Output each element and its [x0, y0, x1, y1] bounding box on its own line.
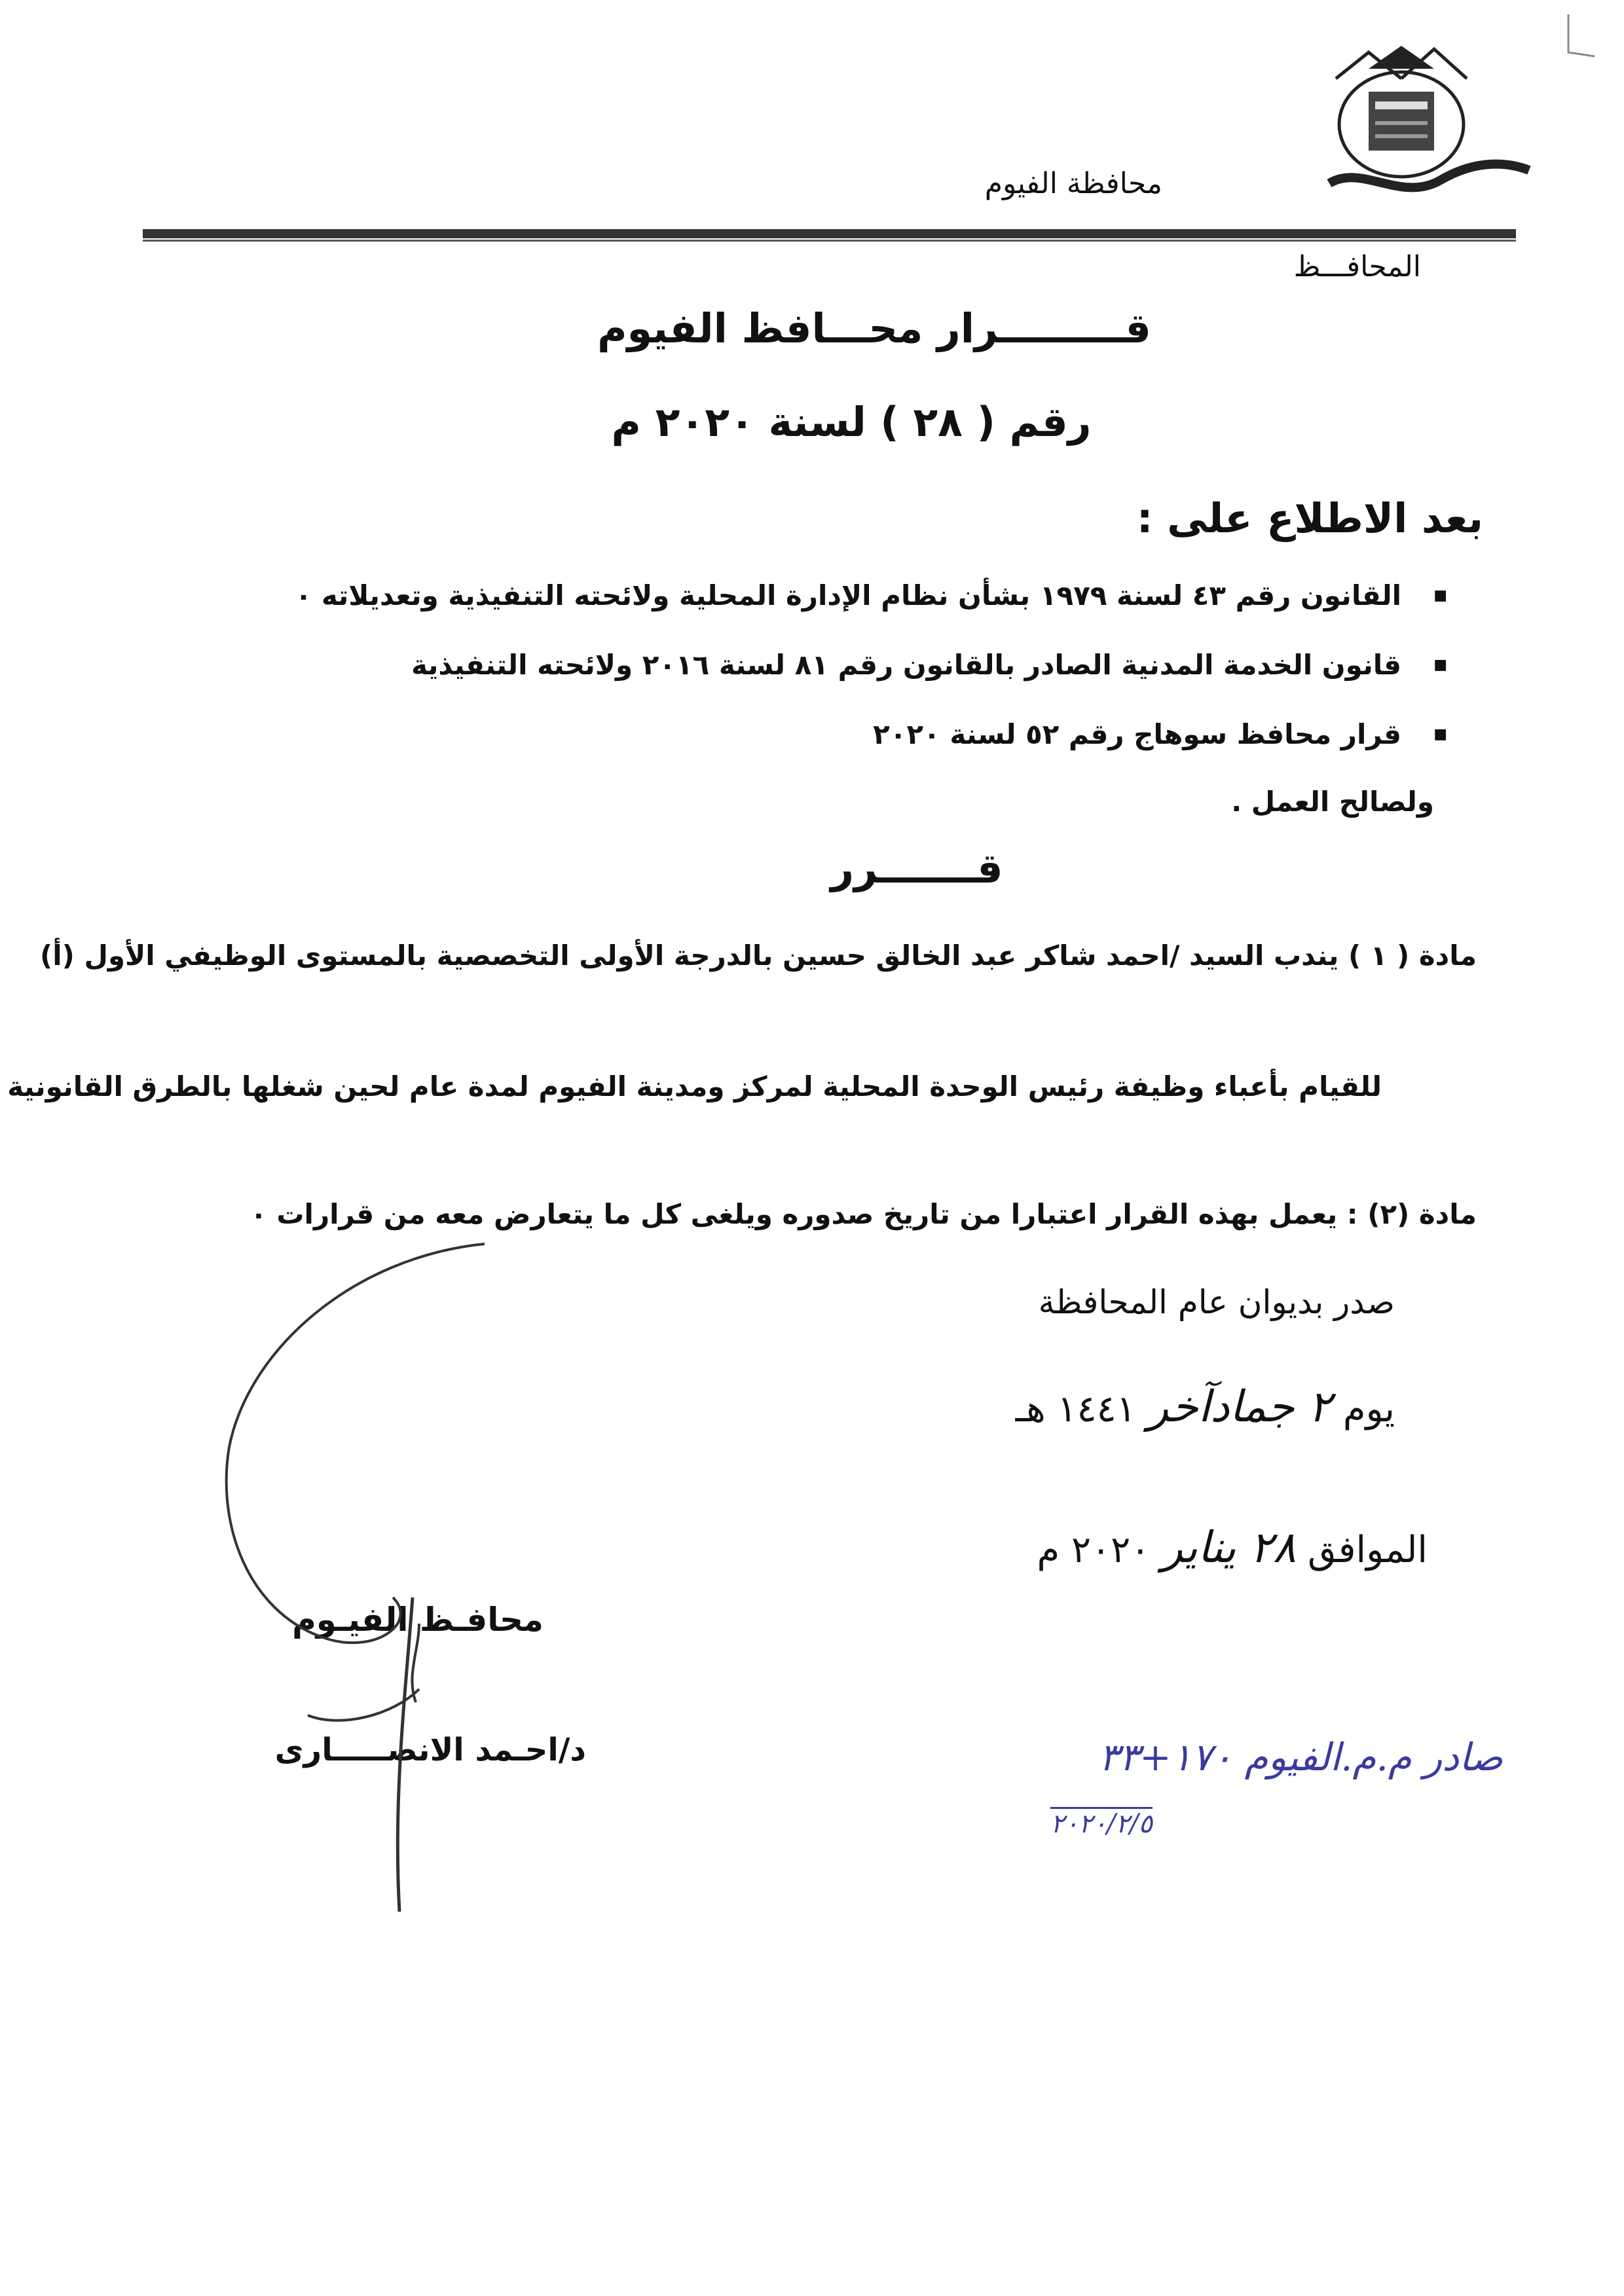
- article-1-line-1: مادة ( ١ ) يندب السيد /احمد شاكر عبد الخالق حسين بالدرجة الأولى التخصصية بالمستوى الوظيفي الأول (أ): [40, 939, 1477, 972]
- gregorian-date: [1037, 1522, 1428, 1573]
- hijri-handwritten-value: ٢ جمادآخر: [1147, 1381, 1331, 1432]
- reference-list: [295, 576, 1447, 784]
- office-label: المحافـــظ: [1293, 250, 1421, 283]
- governorate-name: محافظة الفيوم: [984, 167, 1162, 200]
- issuance-place: صدر بديوان عام المحافظة: [1038, 1283, 1395, 1321]
- reference-item: ■ قانون الخدمة المدنية الصادر بالقانون رقم ٨١ لسنة ٢٠١٦ ولائحته التنفيذية: [295, 646, 1447, 715]
- decree-word: قـــــــرر: [830, 845, 1003, 892]
- article-1-line-2: للقيام بأعباء وظيفة رئيس الوحدة المحلية لمركز ومدينة الفيوم لمدة عام لحين شغلها بالطرق القانونية: [7, 1070, 1382, 1102]
- hijri-label: يوم: [1342, 1388, 1395, 1430]
- gregorian-handwritten-value: ٢٨ يناير: [1162, 1522, 1297, 1573]
- signatory-name: د/احـمد الانصـــــارى: [274, 1732, 586, 1768]
- signatory-title: محافـظ الفيـوم: [292, 1601, 544, 1639]
- header-rule-thin: [143, 240, 1516, 242]
- hijri-date: [1016, 1381, 1395, 1432]
- outgoing-stamp-text: صادر م.م.الفيوم ١٧٠+٣٣: [1098, 1735, 1503, 1779]
- reference-item: ■ قرار محافظ سوهاج رقم ٥٢ لسنة ٢٠٢٠: [295, 715, 1447, 784]
- hijri-year: ١٤٤١ هـ: [1015, 1388, 1136, 1430]
- reference-item: ■ القانون رقم ٤٣ لسنة ١٩٧٩ بشأن نظام الإدارة المحلية ولائحته التنفيذية وتعديلاته ٠: [295, 576, 1447, 646]
- decree-title: قـــــــــرار محـــافظ الفيوم: [597, 304, 1151, 352]
- preamble-closing: ولصالح العمل .: [1231, 786, 1434, 818]
- gregorian-year: ٢٠٢٠ م: [1037, 1529, 1151, 1571]
- governorate-emblem-icon: [1323, 39, 1532, 203]
- header-rule: [143, 229, 1516, 238]
- outgoing-stamp-date: ٢٠٢٠/٢/٥: [1050, 1807, 1153, 1839]
- corner-mark-icon: [1565, 13, 1598, 59]
- article-2: مادة (٢) : يعمل بهذه القرار اعتبارا من تاريخ صدوره ويلغى كل ما يتعارض معه من قرارات ٠: [250, 1198, 1477, 1230]
- gregorian-label: الموافق: [1308, 1529, 1428, 1571]
- preamble-heading: بعد الاطلاع على :: [1136, 494, 1483, 542]
- decree-number: رقم ( ٢٨ ) لسنة ٢٠٢٠ م: [611, 398, 1092, 446]
- handwritten-signature: [223, 1231, 563, 1925]
